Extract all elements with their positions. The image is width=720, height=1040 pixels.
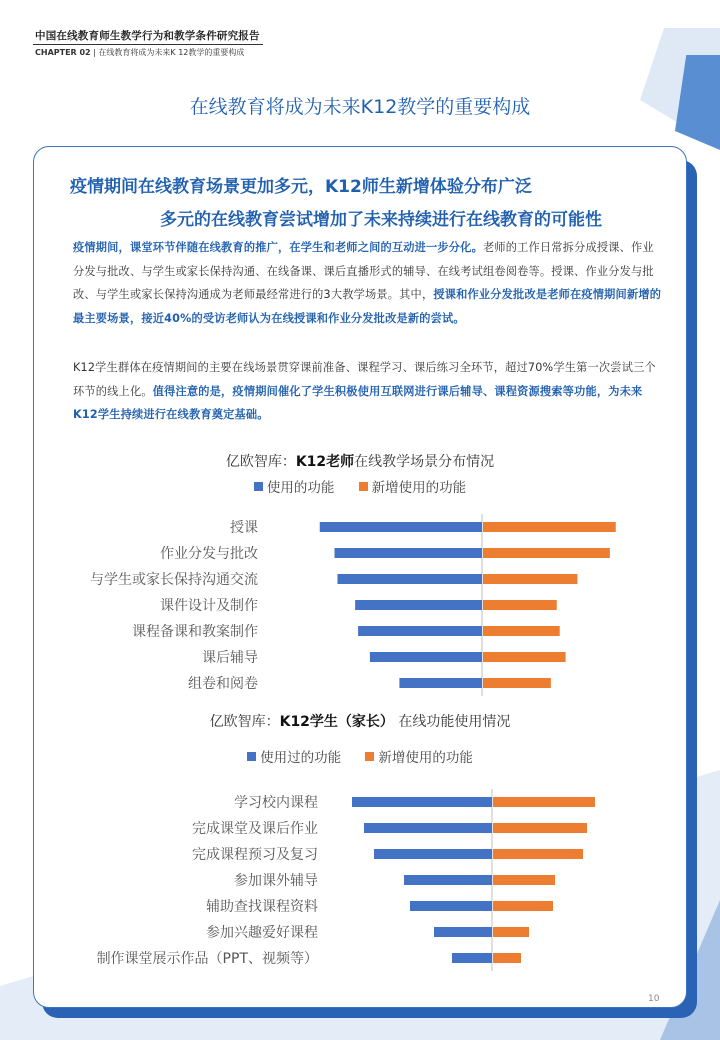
bar-used [352,797,492,807]
chart2-title-suffix: 在线功能使用情况 [398,714,511,730]
category-label: 完成课堂及课后作业 [192,821,318,837]
category-label: 课后辅导 [202,650,258,666]
chart1-title [0,451,720,471]
category-label: 参加课外辅导 [234,873,318,889]
page-number: 10 [648,994,660,1004]
legend-swatch-blue [247,752,256,761]
category-label: 完成课程预习及复习 [192,847,318,863]
bar-used [337,574,482,584]
chart2-legend-new-label: 新增使用的功能 [378,750,473,766]
bar-used [434,927,492,937]
category-label: 学习校内课程 [234,795,318,811]
bar-used [374,849,492,859]
headline-1: 疫情期间在线教育场景更加多元，K12师生新增体验分布广泛 [70,177,532,197]
paragraph-teachers [73,236,665,330]
para1-emphasis-1: 疫情期间，课堂环节伴随在线教育的推广，在学生和老师之间的互动进一步分化。 [73,241,483,254]
chapter-number: CHAPTER 02 [35,48,91,57]
bar-new [483,626,560,636]
chart1-title-bold: K12老师 [295,454,355,470]
bar-new [493,875,555,885]
chart2-legend [0,746,720,766]
bar-new [483,522,616,532]
chart2-legend-new [365,746,473,766]
bar-used [370,652,482,662]
category-label: 制作课堂展示作品（PPT、视频等） [96,951,318,967]
chart1-title-suffix: 在线教学场景分布情况 [354,454,495,470]
legend-swatch-orange [365,752,374,761]
bar-used [410,901,492,911]
category-label: 作业分发与批改 [160,546,258,562]
bar-new [493,823,587,833]
chapter-subtitle: 在线教育将成为未来K 12教学的重要构成 [98,48,245,57]
bar-used [404,875,492,885]
bar-new [483,574,577,584]
category-label: 参加兴趣爱好课程 [206,925,318,941]
paragraph-students [73,356,665,427]
bar-used [364,823,492,833]
chart1-legend-new-label: 新增使用的功能 [371,480,467,496]
chart1-legend-used-label: 使用的功能 [266,480,335,496]
bar-used [358,626,482,636]
bar-used [452,953,492,963]
page-title: 在线教育将成为未来K12教学的重要构成 [189,96,531,118]
legend-swatch-blue [254,482,263,491]
chart1-plot [0,510,720,700]
bar-new [493,797,595,807]
chart1-legend-used [254,476,335,496]
chapter-label: CHAPTER 02 | 在线教育将成为未来K 12教学的重要构成 [35,48,245,57]
bar-new [493,927,529,937]
para1-emphasis-2: 授课和作业分发批改是老师在疫情期间新增的最主要场景，接近40%的受访老师认为在线授课和作业分发批改是新的尝试。 [73,288,662,325]
para2-emphasis: 值得注意的是，疫情期间催化了学生积极使用互联网进行课后辅导、课程资源搜索等功能，为未来K12学生持续进行在线教育奠定基础。 [73,384,643,421]
category-label: 课件设计及制作 [160,598,258,614]
chart1-title-prefix: 亿欧智库： [225,454,296,470]
chart2-legend-used-label: 使用过的功能 [260,750,342,766]
bar-used [320,522,482,532]
bar-new [493,901,553,911]
chart2-title-bold: K12学生（家长） [279,714,394,730]
bar-used [355,600,482,610]
bar-new [483,652,566,662]
bar-new [483,678,551,688]
report-title: 中国在线教育师生教学行为和教学条件研究报告 [35,30,260,42]
bar-new [493,953,521,963]
legend-swatch-orange [359,482,368,491]
category-label: 与学生或家长保持沟通交流 [90,572,258,588]
category-label: 课程备课和教案制作 [132,624,258,640]
chart1-legend [0,476,720,496]
chart1-legend-new [359,476,467,496]
header-divider [33,44,263,45]
bar-used [335,548,483,558]
category-label: 授课 [230,520,258,536]
category-label: 组卷和阅卷 [188,676,258,692]
chart2-title-prefix: 亿欧智库： [209,714,280,730]
para1-text: 老师的工作日常拆分成授课、作业分发与批改、与学生或家长保持沟通、在线备课、课后直播形式的辅导、在线考试组卷阅卷等。授课、作业分发与批改、与学生或家长保持沟通成为老师最经常进行的3大教学场景。其中， [73,241,654,301]
headline-2: 多元的在线教育尝试增加了未来持续进行在线教育的可能性 [160,210,602,230]
chart2-title [0,711,720,731]
para2-text: K12学生群体在疫情期间的主要在线场景贯穿课前准备、课程学习、课后练习全环节，超过70%学生第一次尝试三个环节的线上化。 [73,361,656,398]
chart2-legend-used [247,746,341,766]
category-label: 辅助查找课程资料 [206,899,318,915]
bar-new [493,849,583,859]
bar-new [483,548,610,558]
chart2-plot [0,785,720,975]
bar-used [399,678,482,688]
bar-new [483,600,557,610]
